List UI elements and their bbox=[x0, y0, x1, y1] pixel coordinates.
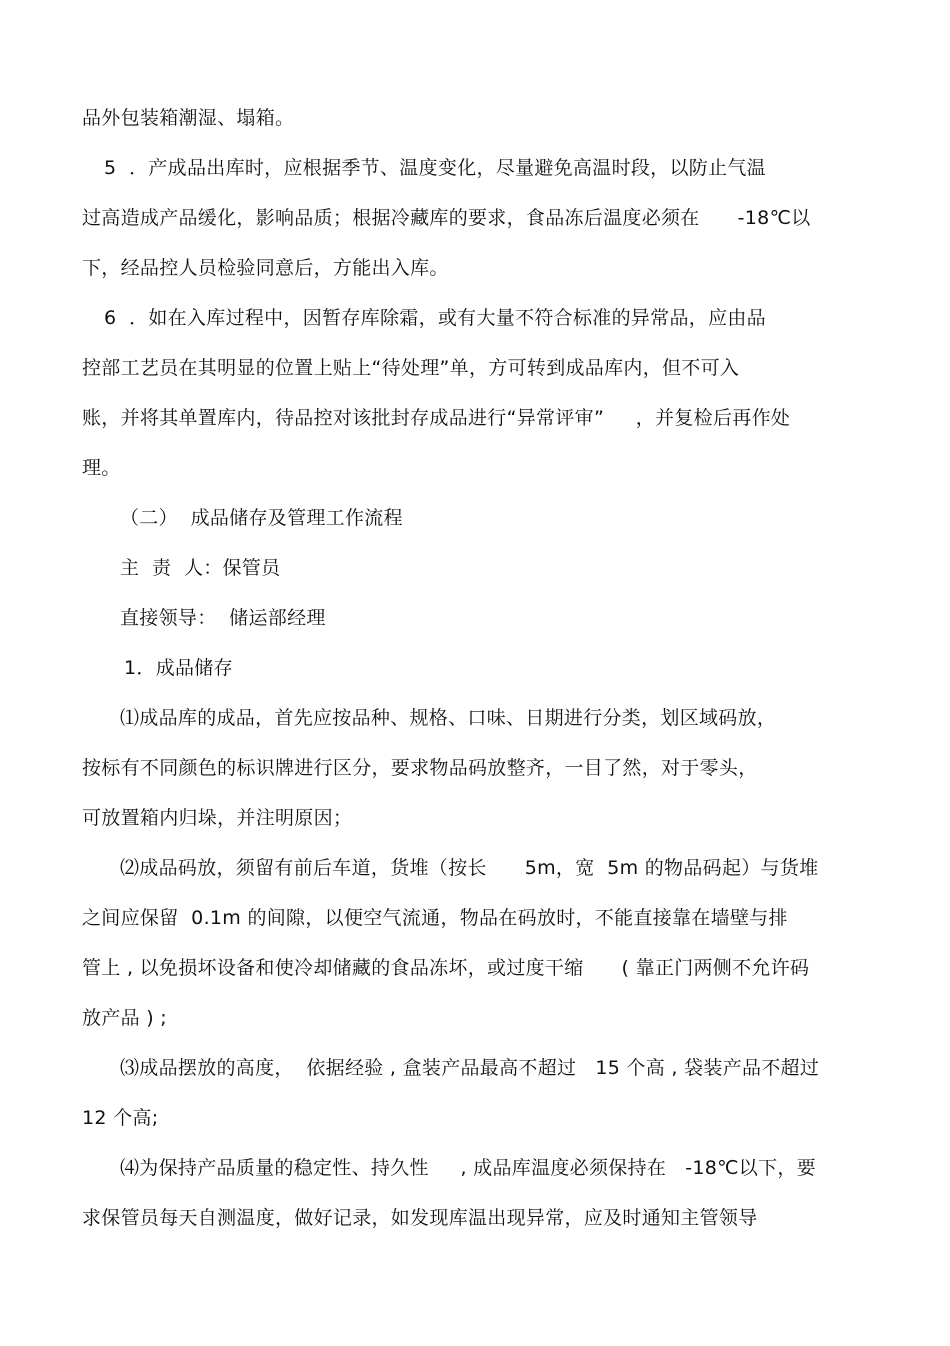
text-line: 5 ．产成品出库时，应根据季节、温度变化，尽量避免高温时段，以防止气温 bbox=[104, 157, 766, 179]
text-line: 主 责 人：保管员 bbox=[120, 557, 281, 579]
text-line: 按标有不同颜色的标识牌进行区分，要求物品码放整齐，一目了然，对于零头， bbox=[82, 757, 758, 779]
text-line: 控部工艺员在其明显的位置上贴上“待处理”单，方可转到成品库内，但不可入 bbox=[82, 357, 740, 379]
text-line: 可放置箱内归垛，并注明原因； bbox=[82, 807, 353, 829]
text-line: 管上 , 以免损坏设备和使冷却储藏的食品冻坏，或过度干缩 ( 靠正门两侧不允许码 bbox=[82, 957, 810, 979]
text-line: 求保管员每天自测温度，做好记录，如发现库温出现异常，应及时通知主管领导 bbox=[82, 1207, 758, 1229]
text-line: 过高造成产品缓化，影响品质；根据冷藏库的要求，食品冻后温度必须在 -18℃以 bbox=[82, 207, 811, 229]
text-line: 放产品 ) ; bbox=[82, 1007, 167, 1029]
text-line: ⑶成品摆放的高度， 依据经验 , 盒装产品最高不超过 15 个高 , 袋装产品不超过 bbox=[120, 1057, 820, 1079]
text-line: 之间应保留 0.1m 的间隙，以便空气流通，物品在码放时，不能直接靠在墙壁与排 bbox=[82, 907, 788, 929]
text-line: ⑷为保持产品质量的稳定性、持久性 , 成品库温度必须保持在 -18℃以下，要 bbox=[120, 1157, 816, 1179]
text-line: ⑵成品码放，须留有前后车道，货堆（按长 5m，宽 5m 的物品码起）与货堆 bbox=[120, 857, 819, 879]
text-line: 直接领导： 储运部经理 bbox=[120, 607, 326, 629]
text-line: 账，并将其单置库内，待品控对该批封存成品进行“异常评审” ，并复检后再作处 bbox=[82, 407, 791, 429]
text-line: 品外包装箱潮湿、塌箱。 bbox=[82, 107, 295, 129]
text-line: 理。 bbox=[82, 457, 121, 479]
text-line: 下，经品控人员检验同意后，方能出入库。 bbox=[82, 257, 449, 279]
section-heading: （二） 成品储存及管理工作流程 bbox=[120, 507, 403, 529]
text-line: 6 ．如在入库过程中，因暂存库除霜，或有大量不符合标准的异常品，应由品 bbox=[104, 307, 766, 329]
subsection-heading: 1．成品储存 bbox=[124, 657, 233, 679]
text-line: 12 个高; bbox=[82, 1107, 159, 1129]
text-line: ⑴成品库的成品，首先应按品种、规格、口味、日期进行分类，划区域码放， bbox=[120, 707, 777, 729]
